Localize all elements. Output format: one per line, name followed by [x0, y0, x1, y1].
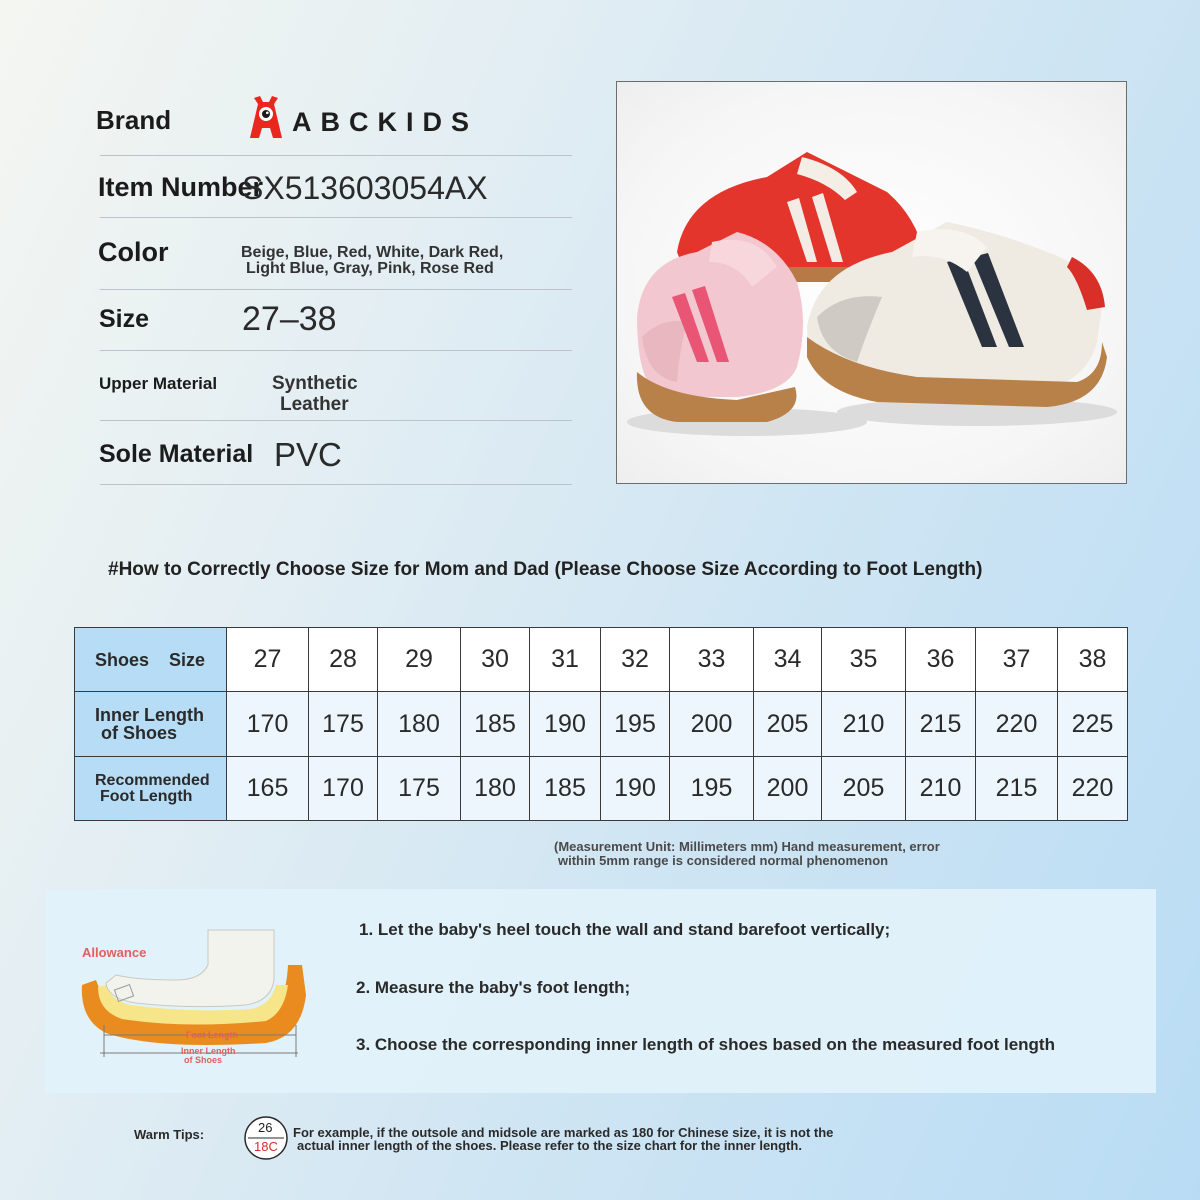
inner-length-row [75, 692, 1128, 757]
foot-length-header: Recommended Foot Length [75, 757, 227, 821]
size-cell: 36 [906, 628, 976, 692]
foot-length-cell: 190 [601, 757, 670, 821]
color-value-line1: Beige, Blue, Red, White, Dark Red, [241, 244, 504, 261]
inner-length-cell: 200 [670, 692, 754, 757]
inner-length-cell: 190 [530, 692, 601, 757]
foot-length-cell: 220 [1058, 757, 1128, 821]
size-cell: 32 [601, 628, 670, 692]
item-number-label: Item Number [98, 172, 264, 202]
inner-length-cell: 215 [906, 692, 976, 757]
figure-inner-length-label: Inner Length of Shoes [181, 1046, 236, 1065]
foot-length-cell: 205 [822, 757, 906, 821]
size-cell: 30 [461, 628, 530, 692]
foot-length-cell: 165 [227, 757, 309, 821]
inner-length-cell: 220 [976, 692, 1058, 757]
size-cell: 38 [1058, 628, 1128, 692]
inner-length-cell: 205 [754, 692, 822, 757]
foot-length-cell: 215 [976, 757, 1058, 821]
size-label: Size [99, 305, 150, 333]
measurement-note: (Measurement Unit: Millimeters mm) Hand measurement, error within 5mm range is considered normal phenomenon [554, 839, 940, 868]
size-cell: 34 [754, 628, 822, 692]
item-number-value: SX513603054AX [242, 170, 488, 206]
inner-length-cell: 180 [378, 692, 461, 757]
foot-length-cell: 185 [530, 757, 601, 821]
upper-material-line1: Synthetic [272, 373, 358, 394]
sole-material-label: Sole Material [99, 440, 254, 468]
inner-length-cell: 170 [227, 692, 309, 757]
sneakers-illustration [617, 82, 1127, 484]
instruction-step-1: 1. Let the baby's heel touch the wall and stand barefoot vertically; [359, 920, 891, 939]
color-label: Color [98, 237, 169, 267]
size-cell: 37 [976, 628, 1058, 692]
badge-top-number: 26 [258, 1120, 273, 1135]
inner-length-cell: 195 [601, 692, 670, 757]
foot-length-cell: 210 [906, 757, 976, 821]
size-value: 27–38 [242, 300, 337, 338]
foot-length-cell: 180 [461, 757, 530, 821]
foot-length-cell: 170 [309, 757, 378, 821]
inner-length-cell: 175 [309, 692, 378, 757]
size-cell: 29 [378, 628, 461, 692]
figure-allowance-label: Allowance [82, 945, 147, 960]
warm-tips-label: Warm Tips: [134, 1127, 205, 1142]
color-value-line2: Light Blue, Gray, Pink, Rose Red [246, 260, 494, 277]
size-cell: 27 [227, 628, 309, 692]
foot-length-cell: 175 [378, 757, 461, 821]
foot-length-row [75, 757, 1128, 821]
figure-foot-length-label: Foot Length [186, 1030, 238, 1040]
inner-length-cell: 185 [461, 692, 530, 757]
product-photo [616, 81, 1127, 484]
size-guide-heading: #How to Correctly Choose Size for Mom and Dad (Please Choose Size According to Foot Length) [108, 559, 983, 580]
foot-length-cell: 195 [670, 757, 754, 821]
upper-material-line2: Leather [280, 394, 349, 415]
inner-length-cell: 225 [1058, 692, 1128, 757]
inner-length-header: Inner Length of Shoes [75, 692, 227, 757]
shoes-size-row [75, 628, 1128, 692]
size-cell: 28 [309, 628, 378, 692]
badge-bottom-number: 18C [254, 1139, 278, 1154]
inner-length-cell: 210 [822, 692, 906, 757]
upper-material-label: Upper Material [99, 374, 218, 393]
brand-label: Brand [96, 105, 172, 135]
foot-length-cell: 200 [754, 757, 822, 821]
warm-tips-text: For example, if the outsole and midsole are marked as 180 for Chinese size, it is not the actual inner length of the shoes. Please refer to the size chart for the inner length. [293, 1125, 834, 1153]
brand-name: ABCKIDS [292, 107, 479, 137]
size-cell: 31 [530, 628, 601, 692]
size-chart-table [74, 627, 1128, 821]
sole-material-value: PVC [274, 436, 342, 473]
shoes-size-header: Shoes Size [75, 628, 227, 692]
size-cell: 35 [822, 628, 906, 692]
size-cell: 33 [670, 628, 754, 692]
instruction-step-2: 2. Measure the baby's foot length; [356, 978, 631, 997]
instruction-step-3: 3. Choose the corresponding inner length of shoes based on the measured foot length [356, 1035, 1055, 1054]
